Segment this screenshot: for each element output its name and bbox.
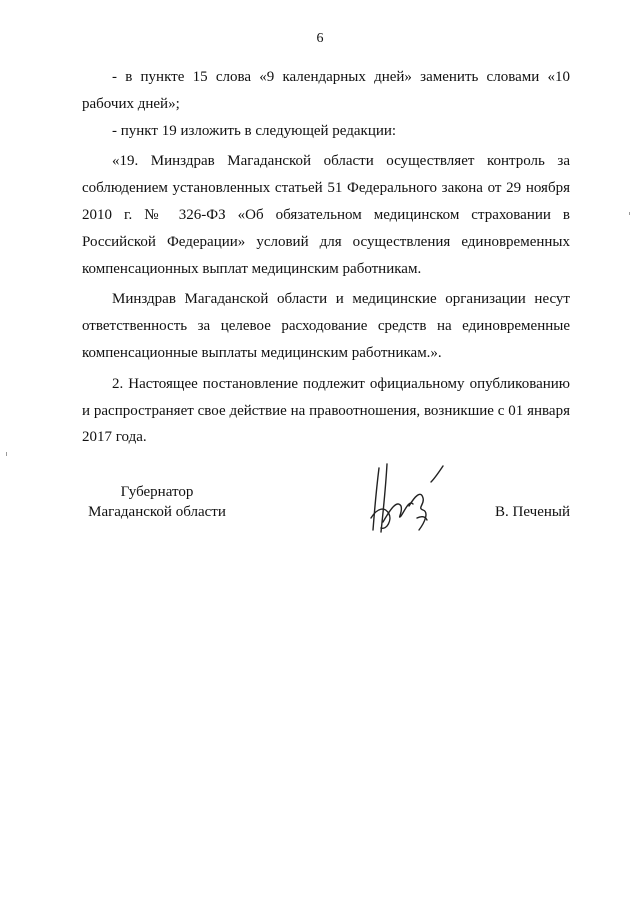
signature-block [82,482,570,552]
signer-title [82,482,232,522]
paragraph-item-19-responsibility: Минздрав Магаданской области и медицинские организации несут ответственность за целевое расходование средств на единовременные компенсационные выплаты медицинским работникам.». [82,291,570,361]
page-number: 6 [316,31,324,46]
paragraph-item-19-control: «19. Минздрав Магаданской области осуществляет контроль за соблюдением установленных статьей 51 Федерального закона от 29 ноября 2010 г. № 326-ФЗ «Об обязательном медицинском страховании в Российской Федерации» условий для осуществления единовременных компенсационных выплат медицинским работникам. [82,153,570,277]
paragraph-publication: 2. Настоящее постановление подлежит официальному опубликованию и распространяет свое действие на правоотношения, возникшие с 01 января 2017 года. [82,375,570,446]
signer-title-line2: Магаданской области [88,504,226,520]
signer-title-line1: Губернатор [120,484,194,500]
signer-name: В. Печеный [495,504,570,520]
scan-edge-mark [629,212,630,215]
document-body [82,64,570,455]
handwritten-signature [365,460,455,540]
paragraph-amendment-item-19: - пункт 19 изложить в следующей редакции: [112,122,397,139]
paragraph-amendment-item-15: - в пункте 15 слова «9 календарных дней» заменить словами «10 рабочих дней»; [82,69,570,112]
scan-edge-mark [6,452,7,456]
